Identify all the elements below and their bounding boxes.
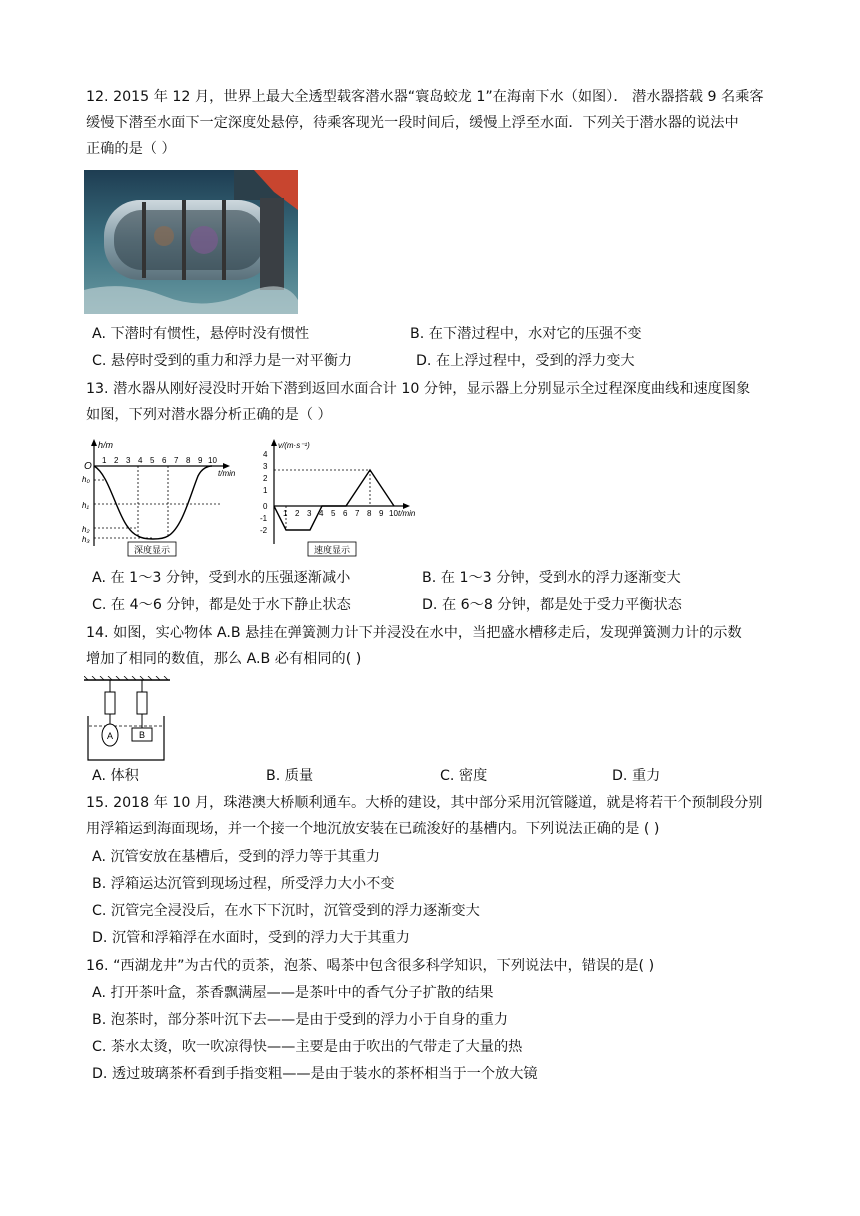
speed-ylabel: v/(m·s⁻¹) bbox=[278, 441, 310, 450]
q13-line-2: 如图，下列对潜水器分析正确的是（ ） bbox=[86, 407, 332, 423]
q15-line-1: 15. 2018 年 10 月，珠港澳大桥顺利通车。大桥的建设，其中部分采用沉管隧道，就是将若干个预制段分别 bbox=[86, 795, 763, 811]
submersible-photo bbox=[84, 170, 298, 314]
depth-ytick-h3: h₃ bbox=[82, 535, 90, 544]
q15-option-b: B. 浮箱运达沉管到现场过程，所受浮力大小不变 bbox=[92, 876, 395, 892]
depth-chart bbox=[82, 436, 252, 560]
speed-ytick-3: 3 bbox=[263, 462, 268, 471]
q14-line-1: 14. 如图，实心物体 A.B 悬挂在弹簧测力计下并浸没在水中，当把盛水槽移走后，发现弹簧测力计的示数 bbox=[86, 625, 742, 641]
q12-option-b: B. 在下潜过程中，水对它的压强不变 bbox=[410, 326, 642, 342]
depth-ylabel: h/m bbox=[98, 440, 114, 450]
speed-xtick-4: 4 bbox=[319, 509, 324, 518]
speed-xtick-9: 9 bbox=[379, 509, 384, 518]
speed-xlabel: t/min bbox=[398, 509, 416, 518]
depth-y-ticks bbox=[82, 475, 90, 544]
q16-option-d: D. 透过玻璃茶杯看到手指变粗——是由于装水的茶杯相当于一个放大镜 bbox=[92, 1066, 538, 1082]
q16-option-b: B. 泡茶时，部分茶叶沉下去——是由于受到的浮力小于自身的重力 bbox=[92, 1012, 509, 1028]
depth-origin: O bbox=[84, 461, 92, 472]
q12-option-a: A. 下潜时有惯性，悬停时没有惯性 bbox=[92, 326, 310, 342]
q13-option-d: D. 在 6～8 分钟，都是处于受力平衡状态 bbox=[422, 597, 682, 613]
q15-option-d: D. 沉管和浮箱浮在水面时，受到的浮力大于其重力 bbox=[92, 930, 410, 946]
speed-ytick-neg2: -2 bbox=[260, 526, 268, 535]
q16-option-c: C. 茶水太烫，吹一吹凉得快——主要是由于吹出的气带走了大量的热 bbox=[92, 1039, 523, 1055]
q12-option-d: D. 在上浮过程中，受到的浮力变大 bbox=[416, 353, 635, 369]
q12-option-c: C. 悬停时受到的重力和浮力是一对平衡力 bbox=[92, 353, 353, 369]
depth-ytick-h1: h₁ bbox=[82, 501, 89, 510]
speed-xtick-5: 5 bbox=[331, 509, 336, 518]
q14-option-d: D. 重力 bbox=[612, 768, 661, 784]
speed-ytick-1: 1 bbox=[263, 486, 268, 495]
speed-xtick-8: 8 bbox=[367, 509, 372, 518]
q12-line-3: 正确的是（ ） bbox=[86, 141, 176, 157]
depth-xtick-6: 6 bbox=[162, 456, 167, 465]
q13-line-1: 13. 潜水器从刚好浸没时开始下潜到返回水面合计 10 分钟，显示器上分别显示全过程深度曲线和速度图象 bbox=[86, 381, 751, 397]
q15-option-a: A. 沉管安放在基槽后，受到的浮力等于其重力 bbox=[92, 849, 381, 865]
q14-line-2: 增加了相同的数值，那么 A.B 必有相同的( ) bbox=[86, 651, 362, 667]
q13-option-b: B. 在 1～3 分钟，受到水的浮力逐渐变大 bbox=[422, 570, 681, 586]
depth-x-ticks bbox=[102, 456, 217, 465]
q16-line-1: 16. “西湖龙井”为古代的贡茶，泡茶、喝茶中包含很多科学知识，下列说法中，错误的是( ) bbox=[86, 958, 655, 974]
q16-option-a: A. 打开茶叶盒，茶香飘满屋——是茶叶中的香气分子扩散的结果 bbox=[92, 985, 494, 1001]
q13-option-a: A. 在 1～3 分钟，受到水的压强逐渐减小 bbox=[92, 570, 351, 586]
depth-xtick-7: 7 bbox=[174, 456, 179, 465]
speed-ytick-0: 0 bbox=[263, 502, 268, 511]
q15-line-2: 用浮箱运到海面现场，并一个接一个地沉放安装在已疏浚好的基槽内。下列说法正确的是 ( ) bbox=[86, 821, 660, 837]
q14-option-c: C. 密度 bbox=[440, 768, 488, 784]
q13-option-c: C. 在 4～6 分钟，都是处于水下静止状态 bbox=[92, 597, 351, 613]
object-a-label: A bbox=[106, 731, 114, 741]
speed-xtick-3: 3 bbox=[307, 509, 312, 518]
speed-ytick-2: 2 bbox=[263, 474, 268, 483]
speed-xtick-7: 7 bbox=[355, 509, 360, 518]
speed-chart bbox=[258, 436, 430, 560]
spring-scale-figure bbox=[84, 676, 170, 764]
depth-xtick-5: 5 bbox=[150, 456, 155, 465]
depth-xtick-4: 4 bbox=[138, 456, 143, 465]
q15-option-c: C. 沉管完全浸没后，在水下下沉时，沉管受到的浮力逐渐变大 bbox=[92, 903, 480, 919]
depth-xtick-3: 3 bbox=[126, 456, 131, 465]
speed-ytick-4: 4 bbox=[263, 450, 268, 459]
depth-xtick-10: 10 bbox=[208, 456, 217, 465]
speed-y-ticks bbox=[260, 450, 268, 535]
speed-ytick-neg1: -1 bbox=[260, 514, 268, 523]
depth-xtick-2: 2 bbox=[114, 456, 119, 465]
depth-ytick-h2: h₂ bbox=[82, 525, 90, 534]
speed-caption: 速度显示 bbox=[313, 545, 351, 555]
speed-xtick-1: 1 bbox=[283, 509, 288, 518]
q12-line-1: 12. 2015 年 12 月，世界上最大全透型载客潜水器“寰岛蛟龙 1”在海南下水（如图）． 潜水器搭载 9 名乘客 bbox=[86, 89, 764, 105]
speed-curve bbox=[274, 470, 394, 530]
depth-xtick-8: 8 bbox=[186, 456, 191, 465]
speed-x-ticks bbox=[283, 509, 398, 518]
q12-line-2: 缓慢下潜至水面下一定深度处悬停，待乘客现光一段时间后，缓慢上浮至水面．下列关于潜水器的说法中 bbox=[86, 115, 739, 131]
speed-xtick-2: 2 bbox=[295, 509, 300, 518]
depth-caption: 深度显示 bbox=[133, 545, 171, 555]
speed-xtick-10: 10 bbox=[389, 509, 398, 518]
depth-xlabel: t/min bbox=[218, 469, 236, 478]
q14-option-b: B. 质量 bbox=[266, 768, 314, 784]
q14-option-a: A. 体积 bbox=[92, 768, 139, 784]
depth-xtick-1: 1 bbox=[102, 456, 107, 465]
depth-xtick-9: 9 bbox=[198, 456, 203, 465]
object-b-label: B bbox=[138, 730, 146, 740]
speed-xtick-6: 6 bbox=[343, 509, 348, 518]
depth-ytick-h0: h₀ bbox=[82, 475, 90, 484]
